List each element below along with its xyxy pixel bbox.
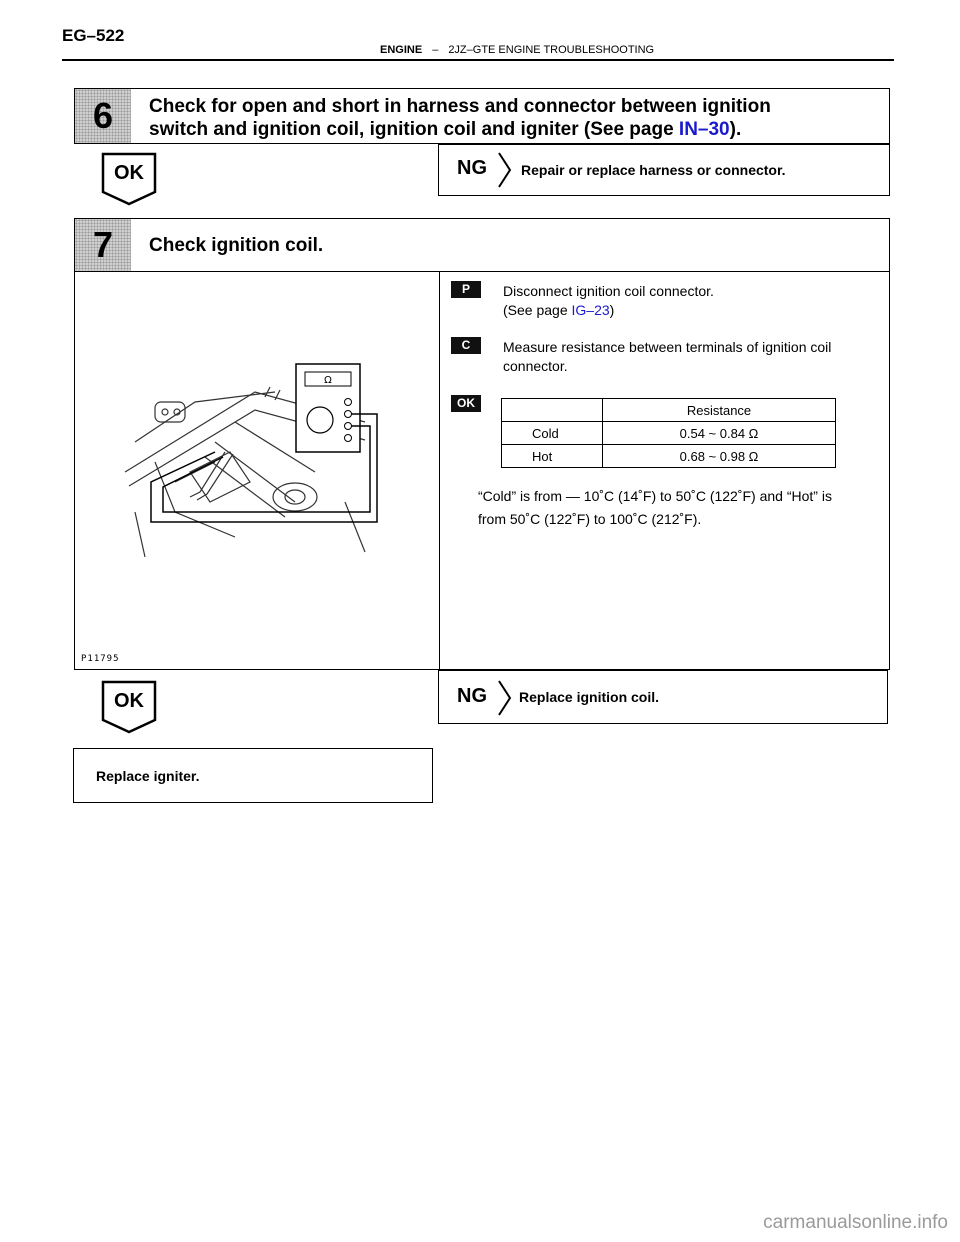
step7-title-box — [74, 218, 890, 272]
step6-ok-label: OK — [114, 162, 144, 184]
header-separator: – — [432, 44, 439, 56]
table-row — [502, 422, 836, 445]
step6-title — [149, 95, 771, 141]
resistance-table — [501, 398, 836, 468]
step7-c-line2: connector. — [503, 358, 568, 374]
step7-ng-label: NG — [457, 685, 487, 707]
step6-ok-shield — [101, 152, 157, 211]
step7-content-box — [74, 271, 890, 670]
step7-c-text — [503, 338, 883, 376]
step7-title: Check ignition coil. — [149, 235, 324, 256]
step6-ng-arrow-icon — [497, 151, 513, 189]
step7-p-text — [503, 282, 714, 320]
temperature-note — [478, 485, 888, 531]
step7-c-tag: C — [451, 337, 481, 354]
step7-divider — [439, 272, 440, 669]
step6-ng-box — [438, 144, 890, 196]
step7-badge — [75, 219, 131, 271]
temperature-note-line2: from 50˚C (122˚F) to 100˚C (212˚F). — [478, 511, 702, 527]
step6-title-box — [74, 88, 890, 144]
figure-code: P11795 — [81, 654, 120, 664]
step6-title-line1: Check for open and short in harness and connector between ignition — [149, 96, 771, 117]
header-rule — [62, 59, 894, 61]
step7-ok-tag: OK — [451, 395, 481, 412]
table-row-value: 0.54 ~ 0.84 Ω — [603, 422, 836, 445]
step6-number: 6 — [92, 95, 114, 136]
step7-p-line1: Disconnect ignition coil connector. — [503, 283, 714, 299]
step7-p-line2-suffix: ) — [609, 302, 615, 318]
final-action-box — [73, 748, 433, 803]
step7-ng-box — [438, 670, 888, 724]
table-row-value: 0.68 ~ 0.98 Ω — [603, 445, 836, 468]
page-header — [380, 44, 654, 56]
table-row — [502, 445, 836, 468]
header-subtitle: 2JZ–GTE ENGINE TROUBLESHOOTING — [448, 44, 655, 56]
page-number: EG–522 — [62, 26, 125, 45]
table-row-label: Hot — [502, 445, 603, 468]
step7-number: 7 — [92, 224, 114, 265]
step6-badge — [75, 89, 131, 143]
step7-c-line1: Measure resistance between terminals of ignition coil — [503, 339, 832, 355]
step7-p-line2 — [503, 301, 714, 320]
final-action-text: Replace igniter. — [96, 768, 200, 784]
step6-title-line2-suffix: ). — [729, 119, 742, 140]
step7-p-line2-prefix: (See page — [503, 302, 572, 318]
resistance-table-header-row — [502, 399, 836, 422]
resistance-table-header: Resistance — [603, 399, 836, 422]
step7-p-tag: P — [451, 281, 481, 298]
resistance-table-blank-cell — [502, 399, 603, 422]
step7-ok-label: OK — [114, 690, 144, 712]
table-row-label: Cold — [502, 422, 603, 445]
step7-page-link[interactable]: IG–23 — [571, 302, 610, 318]
step6-title-line2 — [149, 118, 771, 141]
step6-title-line2-prefix: switch and ignition coil, ignition coil and igniter (See page — [149, 119, 679, 140]
step7-ng-arrow-icon — [497, 679, 513, 717]
step6-page-link[interactable]: IN–30 — [678, 119, 730, 140]
watermark-text: carmanualsonline.info — [763, 1212, 948, 1233]
step6-ng-action: Repair or replace harness or connector. — [521, 162, 786, 178]
meter-ohm-symbol: Ω — [324, 375, 332, 386]
step7-ng-action: Replace ignition coil. — [519, 689, 660, 705]
step6-ng-label: NG — [457, 157, 487, 179]
temperature-note-line1: “Cold” is from — 10˚C (14˚F) to 50˚C (122˚F) and “Hot” is — [478, 488, 832, 504]
ignition-coil-illustration — [115, 362, 435, 562]
header-section: ENGINE — [380, 44, 423, 56]
step7-ok-shield — [101, 680, 157, 739]
